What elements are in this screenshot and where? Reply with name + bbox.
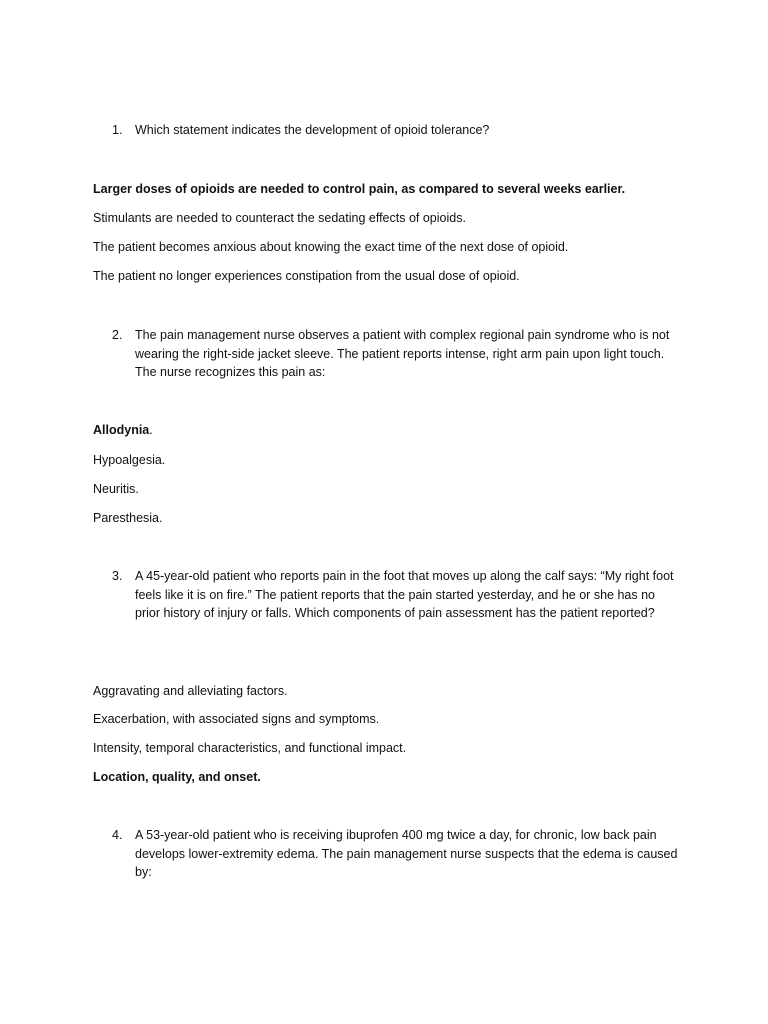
answer-option: Hypoalgesia. xyxy=(93,453,166,467)
answer-option: The patient becomes anxious about knowing the exact time of the next dose of opioid. xyxy=(93,240,569,254)
answer-option-correct xyxy=(93,421,713,440)
question-text: A 45-year-old patient who reports pain in the foot that moves up along the calf says: “My right foot feels like it is on fire.” The patient reports that the pain started yesterday, and he or she has no prior history of injury or falls. Which components of pain assessment has the patient reported? xyxy=(135,569,674,620)
answer-option: Stimulants are needed to counteract the sedating effects of opioids. xyxy=(93,211,466,225)
answer-option-correct: Location, quality, and onset. xyxy=(93,770,261,784)
question-number: 1. xyxy=(112,123,123,137)
answer-option: Aggravating and alleviating factors. xyxy=(93,684,288,698)
question-2 xyxy=(112,326,682,382)
question-1 xyxy=(112,121,682,140)
answer-option: The patient no longer experiences constipation from the usual dose of opioid. xyxy=(93,269,520,283)
question-text: Which statement indicates the development of opioid tolerance? xyxy=(135,123,490,137)
question-text: A 53-year-old patient who is receiving ibuprofen 400 mg twice a day, for chronic, low back pain develops lower-extremity edema. The pain management nurse suspects that the edema is caused by: xyxy=(135,828,678,879)
answer-option-correct: Larger doses of opioids are needed to control pain, as compared to several weeks earlier. xyxy=(93,182,626,196)
answer-option-bold-text: Allodynia xyxy=(93,423,150,437)
question-text: The pain management nurse observes a patient with complex regional pain syndrome who is not wearing the right-side jacket sleeve. The patient reports intense, right arm pain upon light touch. The nurse recognizes this pain as: xyxy=(135,328,670,379)
question-3 xyxy=(112,567,682,623)
answer-option: Intensity, temporal characteristics, and functional impact. xyxy=(93,741,407,755)
answer-option: Exacerbation, with associated signs and symptoms. xyxy=(93,712,380,726)
question-4 xyxy=(112,826,682,882)
answer-option: Neuritis. xyxy=(93,482,139,496)
question-number: 4. xyxy=(112,828,123,842)
answer-option-suffix: . xyxy=(149,423,153,437)
answer-option: Paresthesia. xyxy=(93,511,163,525)
question-number: 3. xyxy=(112,569,123,583)
question-number: 2. xyxy=(112,328,123,342)
